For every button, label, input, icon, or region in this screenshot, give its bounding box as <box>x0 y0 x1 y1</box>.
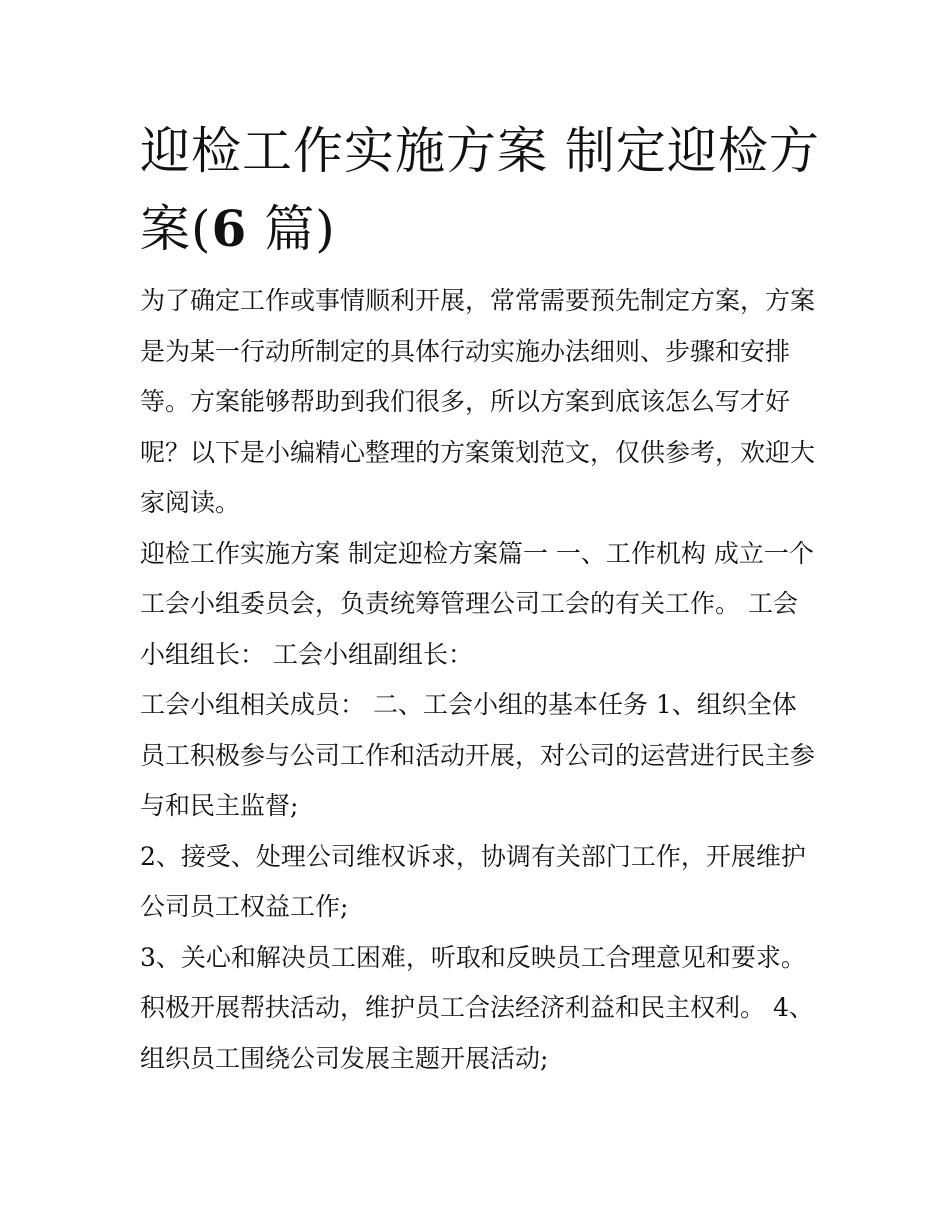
paragraph-intro: 为了确定工作或事情顺利开展，常常需要预先制定方案，方案是为某一行动所制定的具体行动实施办法细则、步骤和安排等。方案能够帮助到我们很多，所以方案到底该怎么写才好呢？以下是小编精心整理的方案策划范文，仅供参考，欢迎大家阅读。 <box>140 286 816 517</box>
title-number: 6 <box>211 199 248 258</box>
document-body <box>140 276 820 1084</box>
document-title <box>140 112 820 268</box>
paragraph-task-2: 2、接受、处理公司维权诉求，协调有关部门工作，开展维护公司员工权益工作; <box>140 841 806 921</box>
paragraph-basic-tasks: 工会小组相关成员： 二、工会小组的基本任务 1、组织全体员工积极参与公司工作和活动开展，对公司的运营进行民主参与和民主监督; <box>140 690 816 820</box>
paragraph-work-organization: 迎检工作实施方案 制定迎检方案篇一 一、工作机构 成立一个工会小组委员会，负责统筹管理公司工会的有关工作。 工会小组组长： 工会小组副组长： <box>140 538 814 669</box>
title-text: 迎检工作实施方案 制定迎检方案( <box>140 122 820 258</box>
paragraph-task-3-4: 3、关心和解决员工困难，听取和反映员工合理意见和要求。积极开展帮扶活动，维护员工合法经济利益和民主权利。 4、组织员工围绕公司发展主题开展活动; <box>140 942 814 1073</box>
title-tail: 篇) <box>247 200 336 258</box>
